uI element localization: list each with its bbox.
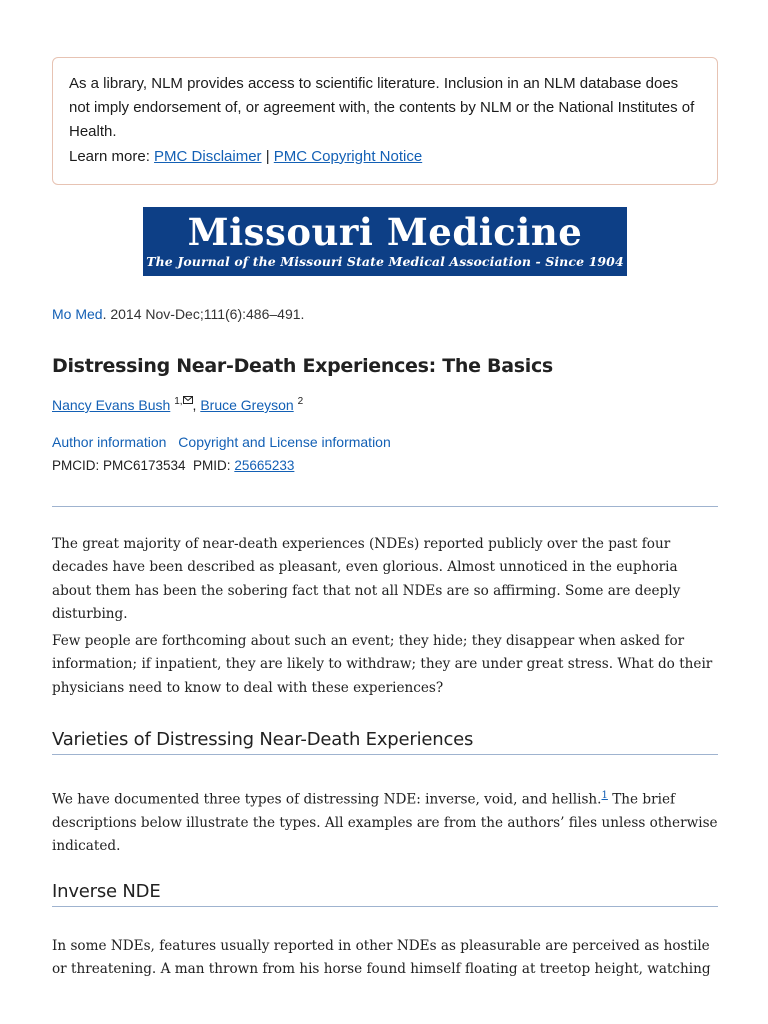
- author-list: [52, 395, 303, 415]
- logo-title: Missouri Medicine: [187, 210, 583, 254]
- paragraph-inverse: In some NDEs, features usually reported in other NDEs as pleasurable are perceived as hostile or threatening. A man thrown from his horse found himself floating at treetop height, watching: [52, 938, 711, 978]
- journal-logo[interactable]: [143, 207, 627, 276]
- author-separator: ,: [192, 397, 201, 413]
- author-affiliation-sup: 1,: [174, 396, 192, 407]
- pmc-disclaimer-link[interactable]: PMC Disclaimer: [154, 147, 262, 165]
- paragraph-forthcoming: Few people are forthcoming about such an event; they hide; they disappear when asked for information; if inpatient, they are likely to withdraw; they are under great stress. What do their physicians need to know to deal with these experiences?: [52, 633, 713, 696]
- nlm-disclaimer-box: [52, 57, 718, 185]
- section-heading-varieties: Varieties of Distressing Near-Death Experiences: [52, 727, 718, 755]
- citation-line: [52, 304, 304, 324]
- journal-link[interactable]: Mo Med: [52, 306, 103, 322]
- author-information-toggle[interactable]: Author information: [52, 434, 167, 450]
- article-identifiers: [52, 456, 294, 476]
- pmid-link[interactable]: 25665233: [234, 458, 295, 473]
- author-link-nancy-evans-bush[interactable]: Nancy Evans Bush: [52, 397, 171, 413]
- author-affiliation-sup: 2: [297, 396, 304, 407]
- copyright-license-toggle[interactable]: Copyright and License information: [178, 434, 391, 450]
- citation-details: . 2014 Nov-Dec;111(6):486–491.: [102, 306, 305, 322]
- reference-link-1[interactable]: 1: [601, 790, 608, 801]
- link-separator: |: [261, 147, 274, 165]
- disclaimer-text: As a library, NLM provides access to scientific literature. Inclusion in an NLM database does not imply endorsement of, or agreement with, the contents by NLM or the National Institutes of Health.: [69, 75, 695, 141]
- learn-more-label: Learn more:: [69, 147, 155, 165]
- section-heading-inverse-nde: Inverse NDE: [52, 879, 718, 907]
- article-title: Distressing Near-Death Experiences: The Basics: [52, 355, 553, 377]
- envelope-icon[interactable]: [183, 396, 193, 407]
- paragraph-intro: The great majority of near-death experiences (NDEs) reported publicly over the past four decades have been described as pleasant, even glorious. Almost unnoticed in the euphoria about them has been the sobering fact that not all NDEs are so affirming. Some are deeply disturbing.: [52, 536, 681, 622]
- author-link-bruce-greyson[interactable]: Bruce Greyson: [200, 397, 294, 413]
- author-info-links: [52, 432, 391, 452]
- pmcid-label: PMCID: PMC6173534 PMID:: [52, 458, 235, 473]
- paragraph-types: We have documented three types of distressing NDE: inverse, void, and hellish.$^1$ The brief descriptions below illustrate the types. All examples are from the authors’ files unless otherwise indicated.: [52, 790, 718, 855]
- logo-subtitle: The Journal of the Missouri State Medical Association - Since 1904: [146, 254, 624, 269]
- pmc-copyright-notice-link[interactable]: PMC Copyright Notice: [273, 147, 423, 165]
- header-divider: [52, 506, 718, 507]
